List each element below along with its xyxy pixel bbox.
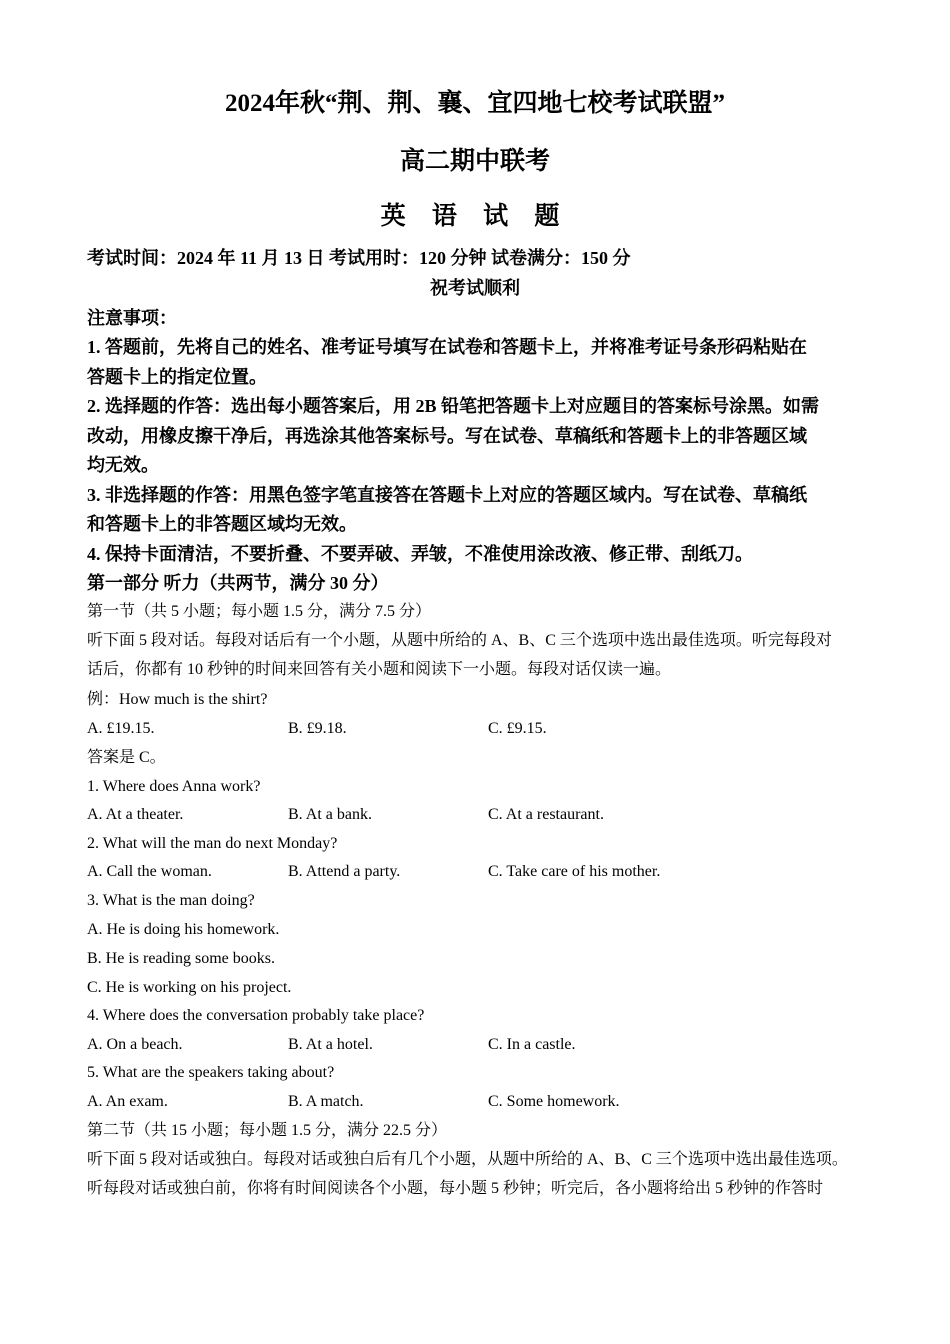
note-line: 和答题卡上的非答题区域均无效。 xyxy=(87,514,357,534)
note-line: 2. 选择题的作答：选出每小题答案后，用 2B 铅笔把答题卡上对应题目的答案标号涂黑。如需 xyxy=(87,396,820,416)
note-line: 均无效。 xyxy=(87,455,159,475)
question-2-option-b: B. Attend a party. xyxy=(288,863,401,880)
question-3: 3. What is the man doing? xyxy=(87,892,255,909)
note-line: 1. 答题前，先将自己的姓名、准考证号填写在试卷和答题卡上，并将准考证号条形码粘贴在 xyxy=(87,337,807,357)
section2-heading: 第二节（共 15 小题；每小题 1.5 分，满分 22.5 分） xyxy=(87,1122,448,1139)
note-line: 3. 非选择题的作答：用黑色签字笔直接答在答题卡上对应的答题区域内。写在试卷、草稿纸 xyxy=(87,485,807,505)
question-4: 4. Where does the conversation probably take place? xyxy=(87,1007,425,1024)
exam-subtitle: 高二期中联考 xyxy=(399,148,550,175)
example-option-a: A. £19.15. xyxy=(87,720,155,737)
example-question: 例：How much is the shirt? xyxy=(87,691,268,708)
question-1-option-c: C. At a restaurant. xyxy=(488,806,604,823)
question-2: 2. What will the man do next Monday? xyxy=(87,835,338,852)
section2-instructions: 听每段对话或独白前，你将有时间阅读各个小题，每小题 5 秒钟；听完后，各小题将给出 5 秒钟的作答时 xyxy=(87,1180,824,1197)
note-line: 改动，用橡皮擦干净后，再选涂其他答案标号。写在试卷、草稿纸和答题卡上的非答题区域 xyxy=(87,426,807,446)
wish-text: 祝考试顺利 xyxy=(430,278,520,298)
note-line: 4. 保持卡面清洁，不要折叠、不要弄破、弄皱，不准使用涂改液、修正带、刮纸刀。 xyxy=(87,544,753,564)
question-5-option-c: C. Some homework. xyxy=(488,1093,620,1110)
note-line: 答题卡上的指定位置。 xyxy=(87,367,267,387)
part1-heading: 第一部分 听力（共两节，满分 30 分） xyxy=(87,573,389,593)
question-4-option-c: C. In a castle. xyxy=(488,1036,576,1053)
question-2-option-c: C. Take care of his mother. xyxy=(488,863,661,880)
question-2-option-a: A. Call the woman. xyxy=(87,863,212,880)
question-3-option-b: B. He is reading some books. xyxy=(87,950,275,967)
question-4-option-a: A. On a beach. xyxy=(87,1036,183,1053)
question-5: 5. What are the speakers taking about? xyxy=(87,1064,335,1081)
question-5-option-a: A. An exam. xyxy=(87,1093,168,1110)
exam-title: 2024年秋“荆、荆、襄、宜四地七校考试联盟” xyxy=(224,90,725,117)
example-answer: 答案是 C。 xyxy=(87,749,166,766)
question-3-option-c: C. He is working on his project. xyxy=(87,979,292,996)
example-option-b: B. £9.18. xyxy=(288,720,347,737)
question-5-option-b: B. A match. xyxy=(288,1093,364,1110)
example-option-c: C. £9.15. xyxy=(488,720,547,737)
question-1-option-b: B. At a bank. xyxy=(288,806,372,823)
exam-info: 考试时间：2024 年 11 月 13 日 考试用时：120 分钟 试卷满分：150 分 xyxy=(87,248,631,268)
section1-heading: 第一节（共 5 小题；每小题 1.5 分，满分 7.5 分） xyxy=(87,603,432,620)
section1-instructions: 听下面 5 段对话。每段对话后有一个小题，从题中所给的 A、B、C 三个选项中选出最佳选项。听完每段对 xyxy=(87,632,832,649)
subject-title: 英 语 试 题 xyxy=(380,203,570,230)
section2-instructions: 听下面 5 段对话或独白。每段对话或独白后有几个小题，从题中所给的 A、B、C 三个选项中选出最佳选项。 xyxy=(87,1151,848,1168)
notes-heading: 注意事项： xyxy=(87,308,177,328)
section1-instructions: 话后，你都有 10 秒钟的时间来回答有关小题和阅读下一小题。每段对话仅读一遍。 xyxy=(87,661,672,678)
question-1: 1. Where does Anna work? xyxy=(87,778,261,795)
question-1-option-a: A. At a theater. xyxy=(87,806,184,823)
question-4-option-b: B. At a hotel. xyxy=(288,1036,373,1053)
question-3-option-a: A. He is doing his homework. xyxy=(87,921,280,938)
